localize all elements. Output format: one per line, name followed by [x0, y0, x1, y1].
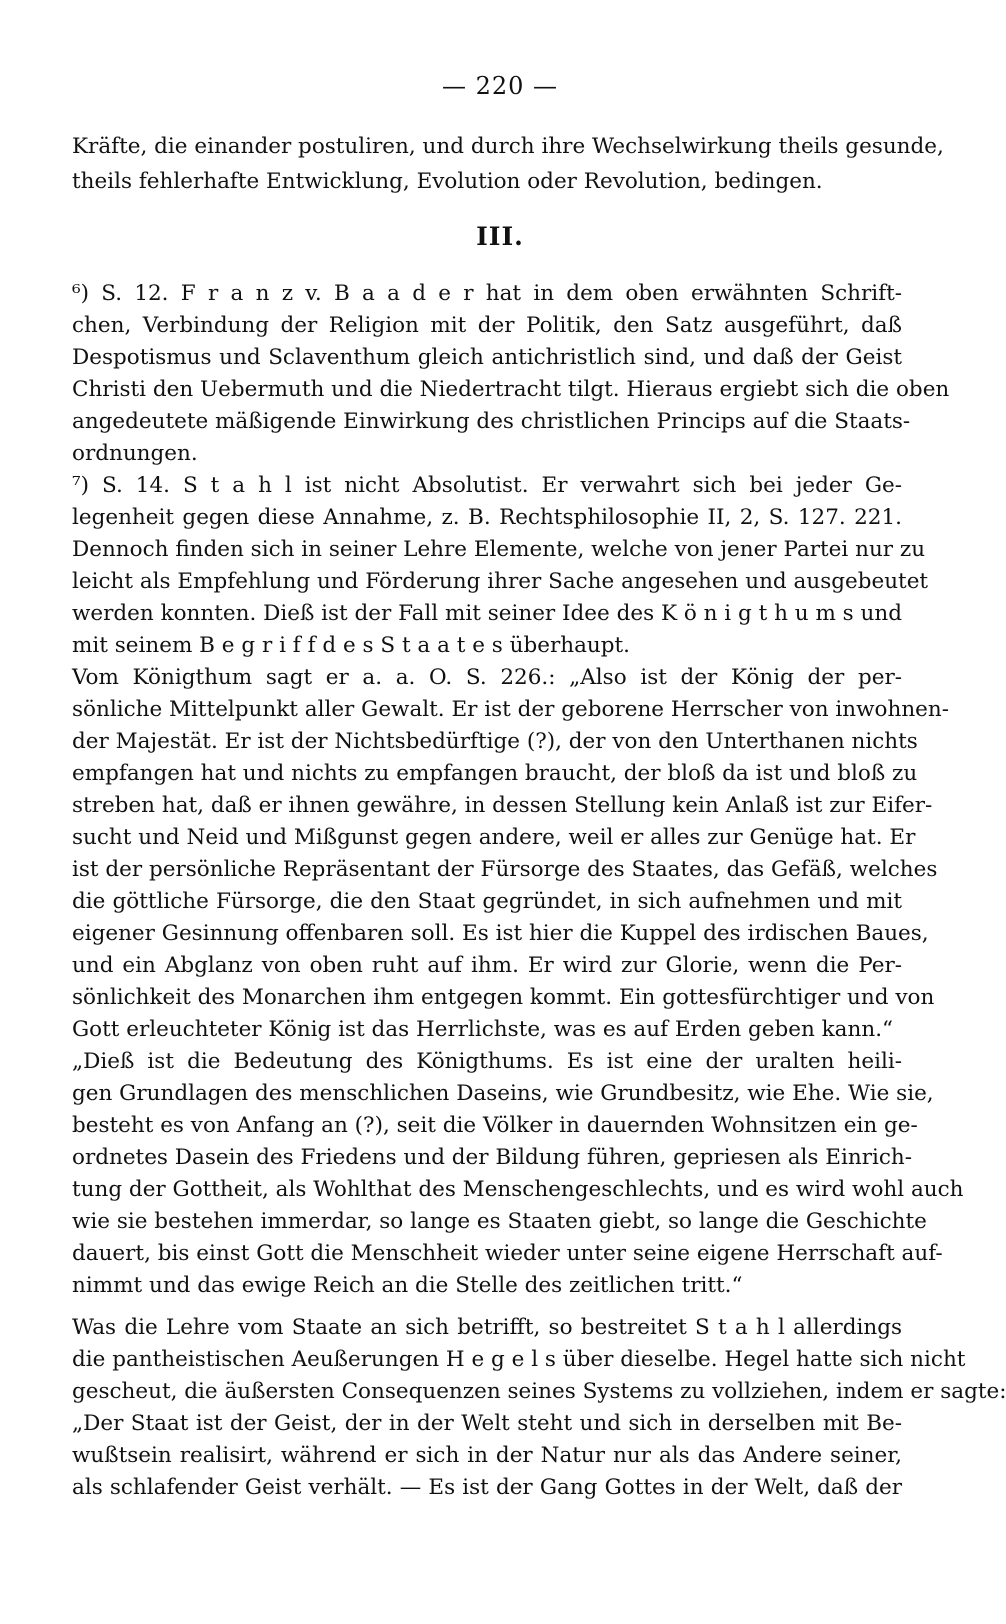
text-line: legenheit gegen diese Annahme, z. B. Rechtsphilosophie II, 2, S. 127. 221.	[72, 505, 902, 530]
text-line: gescheut, die äußersten Consequenzen seines Systems zu vollziehen, indem er sagte:	[72, 1379, 1006, 1404]
text-line: Gott erleuchteter König ist das Herrlichste, was es auf Erden geben kann.“	[72, 1017, 894, 1042]
text-line: mit seinem B e g r i f f d e s S t a a t e s überhaupt.	[72, 633, 630, 658]
text-line: werden konnten. Dieß ist der Fall mit seiner Idee des K ö n i g t h u m s und	[72, 601, 902, 626]
text-line: chen, Verbindung der Religion mit der Politik, den Satz ausgeführt, daß	[72, 313, 902, 338]
text-line: Christi den Uebermuth und die Niedertracht tilgt. Hieraus ergiebt sich die oben	[72, 377, 950, 402]
text-line: sönliche Mittelpunkt aller Gewalt. Er ist der geborene Herrscher von inwohnen-	[72, 697, 950, 722]
text-line: besteht es von Anfang an (?), seit die Völker in dauernden Wohnsitzen ein ge-	[72, 1113, 918, 1138]
text-line: Was die Lehre vom Staate an sich betrifft, so bestreitet S t a h l allerdings	[72, 1315, 902, 1340]
text-line: die göttliche Fürsorge, die den Staat gegründet, in sich aufnehmen und mit	[72, 889, 902, 914]
text-line: leicht als Empfehlung und Förderung ihrer Sache angesehen und ausgebeutet	[72, 569, 929, 594]
text-line: ordnetes Dasein des Friedens und der Bildung führen, gepriesen als Einrich-	[72, 1145, 913, 1170]
text-line: eigener Gesinnung offenbaren soll. Es ist hier die Kuppel des irdischen Baues,	[72, 921, 929, 946]
text-line: Dennoch finden sich in seiner Lehre Elemente, welche von jener Partei nur zu	[72, 537, 926, 562]
text-line: nimmt und das ewige Reich an die Stelle des zeitlichen tritt.“	[72, 1273, 743, 1298]
text-line: wie sie bestehen immerdar, so lange es Staaten giebt, so lange die Geschichte	[72, 1209, 927, 1234]
text-line: und ein Abglanz von oben ruht auf ihm. Er wird zur Glorie, wenn die Per-	[72, 953, 902, 978]
text-line: gen Grundlagen des menschlichen Daseins, wie Grundbesitz, wie Ehe. Wie sie,	[72, 1081, 934, 1106]
text-line: sönlichkeit des Monarchen ihm entgegen kommt. Ein gottesfürchtiger und von	[72, 985, 935, 1010]
text-line: ⁷) S. 14. S t a h l ist nicht Absolutist. Er verwahrt sich bei jeder Ge-	[72, 473, 902, 498]
text-line: ist der persönliche Repräsentant der Fürsorge des Staates, das Gefäß, welches	[72, 857, 938, 882]
text-line: streben hat, daß er ihnen gewähre, in dessen Stellung kein Anlaß ist zur Eifer-	[72, 793, 933, 818]
text-line: „Der Staat ist der Geist, der in der Welt steht und sich in derselben mit Be-	[72, 1411, 902, 1436]
section-heading: III.	[476, 222, 524, 251]
text-line: sucht und Neid und Mißgunst gegen andere, weil er alles zur Genüge hat. Er	[72, 825, 916, 850]
text-line: theils fehlerhafte Entwicklung, Evolution oder Revolution, bedingen.	[72, 169, 823, 194]
text-line: Vom Königthum sagt er a. a. O. S. 226.: „Also ist der König der per-	[72, 665, 902, 690]
text-line: als schlafender Geist verhält. — Es ist der Gang Gottes in der Welt, daß der	[72, 1475, 902, 1500]
text-line: tung der Gottheit, als Wohlthat des Menschengeschlechts, und es wird wohl auch	[72, 1177, 964, 1202]
text-line: „Dieß ist die Bedeutung des Königthums. Es ist eine der uralten heili-	[72, 1049, 902, 1074]
text-line: dauert, bis einst Gott die Menschheit wieder unter seine eigene Herrschaft auf-	[72, 1241, 943, 1266]
page-number: — 220 —	[441, 72, 559, 100]
text-line: angedeutete mäßigende Einwirkung des christlichen Princips auf die Staats-	[72, 409, 911, 434]
text-line: der Majestät. Er ist der Nichtsbedürftige (?), der von den Unterthanen nichts	[72, 729, 918, 754]
text-line: Kräfte, die einander postuliren, und durch ihre Wechselwirkung theils gesunde,	[72, 134, 944, 159]
text-line: ⁶) S. 12. F r a n z v. B a a d e r hat in dem oben erwähnten Schrift-	[72, 281, 902, 306]
text-line: wußtsein realisirt, während er sich in der Natur nur als das Andere seiner,	[72, 1443, 902, 1468]
text-line: Despotismus und Sclaventhum gleich antichristlich sind, und daß der Geist	[72, 345, 902, 370]
text-line: die pantheistischen Aeußerungen H e g e l s über dieselbe. Hegel hatte sich nicht	[72, 1347, 966, 1372]
text-line: empfangen hat und nichts zu empfangen braucht, der bloß da ist und bloß zu	[72, 761, 918, 786]
text-line: ordnungen.	[72, 441, 198, 466]
